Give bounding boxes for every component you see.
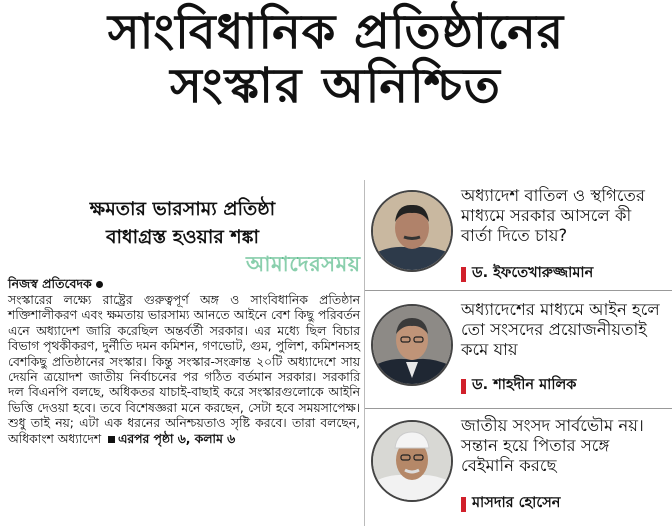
article-text: সংস্কারের লক্ষ্যে রাষ্ট্রের গুরুত্বপূর্ণ অঙ্গ ও সাংবিধানিক প্রতিষ্ঠান শক্তিশালীকরণ এবং ক্ষমতায় ভারসাম্য আনতে আইনে বেশ কিছু পরিবর্তন এনে অধ্যাদেশ জারি করেছিল অন্তর্বর্তী সরকার। এর মধ্যে ছিল বিচার বিভাগ পৃথকীকরণ, দুর্নীতি দমন কমিশন, গণভোট, গুম, পুলিশ, কমিশনসহ বেশকিছু প্রতিষ্ঠানের সংস্কার। কিন্তু সংস্কার-সংক্রান্ত ২০টি অধ্যাদেশে সায় দেয়নি ত্রয়োদশ জাতীয় নির্বাচনের পর গঠিত বর্তমান সরকার। সরকারি দল বিএনপি বলছে, অধিকতর যাচাই-বাছাই করে সংস্কারগুলোকে আইনি ভিত্তি দেওয়া হবে। তবে বিশেষজ্ঞরা মনে করছেন, সেটা হবে সময়সাপেক্ষ। শুধু তাই নয়; এটা এক ধরনের অনিশ্চয়তাও সৃষ্টি করবে। তারা বলছেন, অধিকাংশ অধ্যাদেশ (8, 293, 360, 446)
watermark: আমাদেরসময় (246, 252, 361, 276)
red-bar-icon (461, 497, 466, 512)
byline-text: নিজস্ব প্রতিবেদক (8, 276, 92, 291)
speaker-name: ড. ইফতেখারুজ্জামান (472, 265, 594, 281)
quote-text: অধ্যাদেশ বাতিল ও স্থগিতের মাধ্যমে সরকার আসলে কী বার্তা দিতে চায়? (461, 186, 645, 245)
continuation-note[interactable]: এরপর পৃষ্ঠা ৬, কলাম ৬ (117, 431, 236, 446)
subheadline (10, 196, 355, 251)
speaker-name: ড. শাহদীন মালিক (472, 377, 577, 393)
square-bullet-icon (108, 436, 115, 443)
headline-line-2: সংস্কার অনিশ্চিত (170, 57, 502, 114)
red-bar-icon (461, 267, 466, 282)
bullet-icon (96, 281, 103, 288)
quote-attribution (461, 262, 593, 286)
headline (0, 6, 672, 114)
subheadline-line-2: বাধাগ্রস্ত হওয়ার শঙ্কা (105, 225, 260, 248)
headline-line-1: সাংবিধানিক প্রতিষ্ঠানের (107, 4, 565, 60)
portrait-photo (371, 190, 453, 272)
subheadline-line-1: ক্ষমতার ভারসাম্য প্রতিষ্ঠা (89, 198, 276, 220)
speaker-name: মাসদার হোসেন (472, 495, 561, 511)
article-body (8, 293, 360, 447)
quote-attribution (461, 492, 560, 516)
portrait-photo (371, 420, 453, 502)
quote-card-2 (365, 292, 672, 404)
portrait-photo (371, 304, 453, 386)
quote-attribution (461, 374, 576, 398)
quote-card-3 (365, 410, 672, 526)
quote-card-1 (365, 182, 672, 288)
quote-divider (365, 408, 672, 409)
quote-divider (365, 290, 672, 291)
quote-text: জাতীয় সংসদ সার্বভৌম নয়। সন্তান হয়ে পিতার সঙ্গে বেইমানি করছে (461, 416, 644, 475)
quote-text: অধ্যাদেশের মাধ্যমে আইন হলে তো সংসদের প্রয়োজনীয়তাই কমে যায় (461, 300, 660, 359)
red-bar-icon (461, 379, 466, 394)
